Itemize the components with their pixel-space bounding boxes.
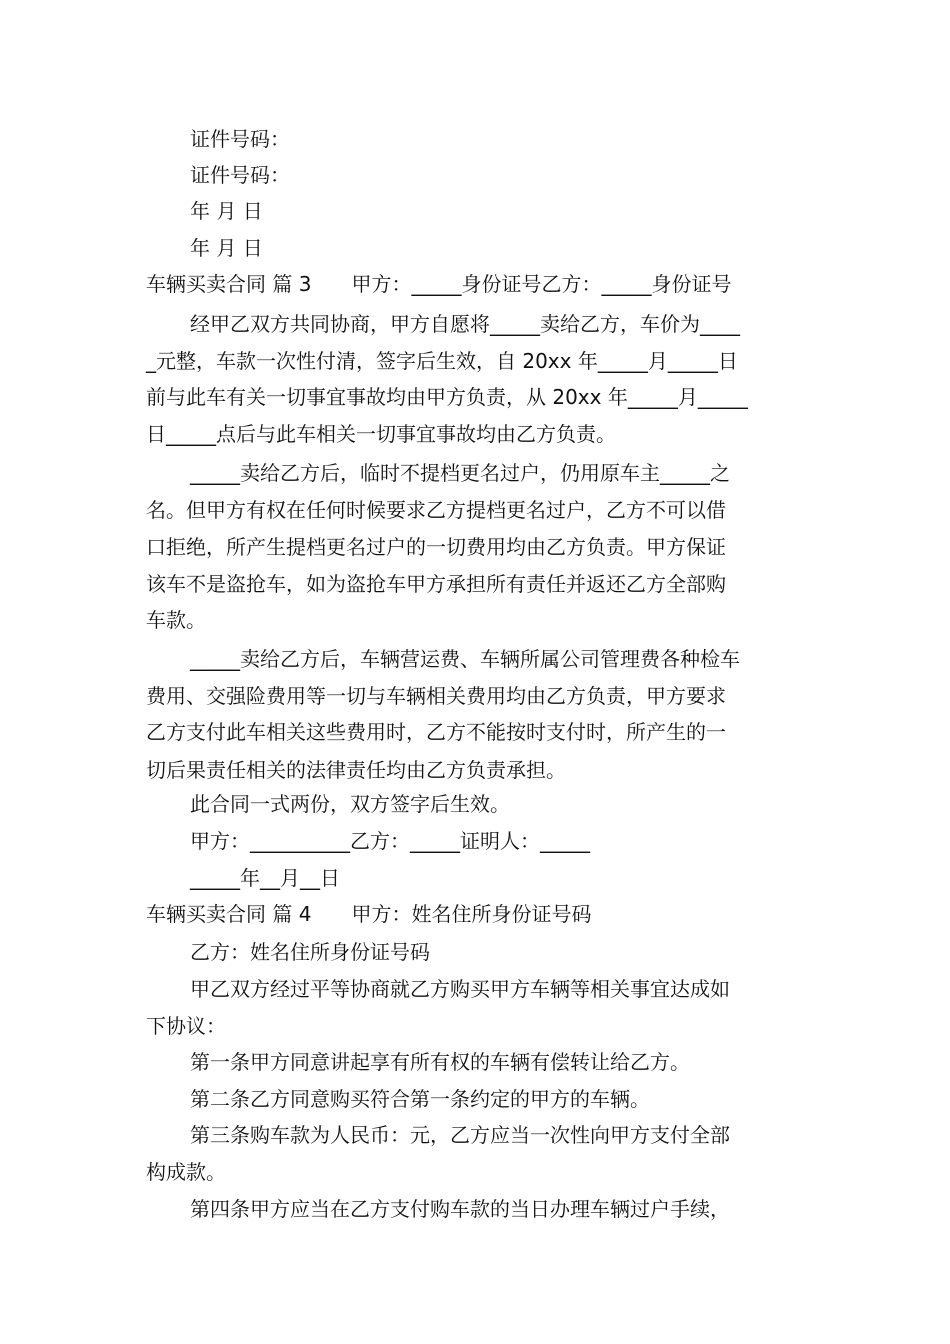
section-heading: 车辆买卖合同 篇 4 甲方：姓名住所身份证号码 — [146, 902, 592, 926]
clause-line: 第二条乙方同意购买符合第一条约定的甲方的车辆。 — [190, 1087, 650, 1111]
text-line: 甲乙双方经过平等协商就乙方购买甲方车辆等相关事宜达成如 — [190, 977, 730, 1001]
text-line: _____卖给乙方后，临时不提档更名过户，仍用原车主_____之 — [190, 461, 730, 485]
text-line: 车款。 — [146, 608, 206, 632]
text-line: _____卖给乙方后，车辆营运费、车辆所属公司管理费各种检车 — [190, 647, 740, 671]
text-line: 年 月 日 — [190, 199, 263, 223]
text-line: _元整，车款一次性付清，签字后生效，自 20xx 年_____月_____日 — [146, 349, 738, 373]
signature-line: 甲方：__________乙方：_____证明人：_____ — [190, 829, 590, 853]
text-line: 乙方：姓名住所身份证号码 — [190, 940, 430, 964]
text-line: 口拒绝，所产生提档更名过户的一切费用均由乙方负责。甲方保证 — [146, 535, 726, 559]
clause-line: 第四条甲方应当在乙方支付购车款的当日办理车辆过户手续， — [190, 1197, 730, 1221]
section-heading: 车辆买卖合同 篇 3 甲方：_____身份证号乙方：_____身份证号 — [146, 272, 732, 296]
text-line: 名。但甲方有权在任何时候要求乙方提档更名过户，乙方不可以借 — [146, 498, 726, 522]
text-line: 前与此车有关一切事宜事故均由甲方负责，从 20xx 年_____月_____ — [146, 385, 748, 409]
text-line: 日_____点后与此车相关一切事宜事故均由乙方负责。 — [146, 422, 616, 446]
text-line: 切后果责任相关的法律责任均由乙方负责承担。 — [146, 758, 566, 782]
clause-line: 第三条购车款为人民币：元，乙方应当一次性向甲方支付全部 — [190, 1123, 730, 1147]
clause-line: 第一条甲方同意讲起享有所有权的车辆有偿转让给乙方。 — [190, 1050, 690, 1074]
text-line: 该车不是盗抢车，如为盗抢车甲方承担所有责任并返还乙方全部购 — [146, 572, 726, 596]
text-line: 乙方支付此车相关这些费用时，乙方不能按时支付时，所产生的一 — [146, 720, 726, 744]
date-line: _____年__月__日 — [190, 866, 340, 890]
text-line: 下协议： — [146, 1014, 226, 1038]
text-line: 证件号码： — [190, 163, 290, 187]
text-line: 费用、交强险费用等一切与车辆相关费用均由乙方负责，甲方要求 — [146, 684, 726, 708]
text-line: 经甲乙双方共同协商，甲方自愿将_____卖给乙方，车价为____ — [190, 312, 740, 336]
text-line: 年 月 日 — [190, 236, 263, 260]
text-line: 构成款。 — [146, 1160, 226, 1184]
text-line: 此合同一式两份，双方签字后生效。 — [190, 792, 510, 816]
text-line: 证件号码： — [190, 127, 290, 151]
